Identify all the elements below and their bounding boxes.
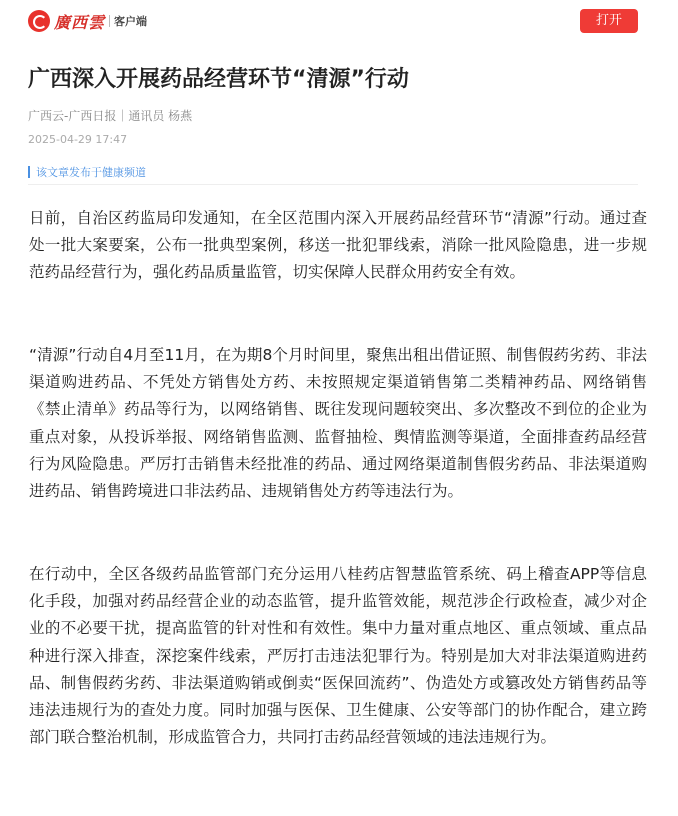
logo-name: 廣西雲: [54, 12, 106, 32]
article-source: 广西云-广西日报｜通讯员 杨燕: [28, 109, 193, 123]
open-app-button[interactable]: 打开: [580, 9, 638, 33]
article-date: 2025-04-29 17:47: [28, 133, 128, 146]
article-title: 广西深入开展药品经营环节“清源”行动: [28, 67, 409, 92]
logo-subtitle: 客户端: [114, 15, 148, 28]
app-header: [0, 0, 678, 44]
article-paragraph: 日前，自治区药监局印发通知，在全区范围内深入开展药品经营环节“清源”行动。通过查处一批大案要案，公布一批典型案例，移送一批犯罪线索，消除一批风险隐患，进一步规范药品经营行为，强化药品质量监管，切实保障人民群众用药安全有效。: [29, 209, 647, 282]
channel-note-text: 该文章发布于健康频道: [36, 165, 146, 179]
channel-accent-bar: [28, 166, 30, 178]
channel-note[interactable]: [28, 164, 146, 179]
logo[interactable]: [28, 9, 147, 33]
logo-icon: [28, 10, 50, 32]
logo-divider: [109, 15, 110, 27]
article-paragraph: 在行动中，全区各级药品监管部门充分运用八桂药店智慧监管系统、码上稽查APP等信息化手段，加强对药品经营企业的动态监管，提升监管效能，规范涉企行政检查，减少对企业的不必要干扰，提高监管的针对性和有效性。集中力量对重点地区、重点领域、重点品种进行深入排查，深挖案件线索，严厉打击违法犯罪行为。特别是加大对非法渠道购进药品、制售假药劣药、非法渠道购销或倒卖“医保回流药”、伪造处方或篡改处方销售药品等违法违规行为的查处力度。同时加强与医保、卫生健康、公安等部门的协作配合，建立跨部门联合整治机制，形成监管合力，共同打击药品经营领域的违法违规行为。: [29, 565, 647, 747]
article-paragraph: “清源”行动自4月至11月，在为期8个月时间里，聚焦出租出借证照、制售假药劣药、非法渠道购进药品、不凭处方销售处方药、未按照规定渠道销售第二类精神药品、网络销售《禁止清单》药品等行为，以网络销售、既往发现问题较突出、多次整改不到位的企业为重点对象，从投诉举报、网络销售监测、监督抽检、舆情监测等渠道，全面排查药品经营行为风险隐患。严厉打击销售未经批准的药品、通过网络渠道制售假劣药品、非法渠道购进药品、销售跨境进口非法药品、违规销售处方药等违法行为。: [29, 346, 647, 501]
header-divider: [28, 184, 638, 185]
